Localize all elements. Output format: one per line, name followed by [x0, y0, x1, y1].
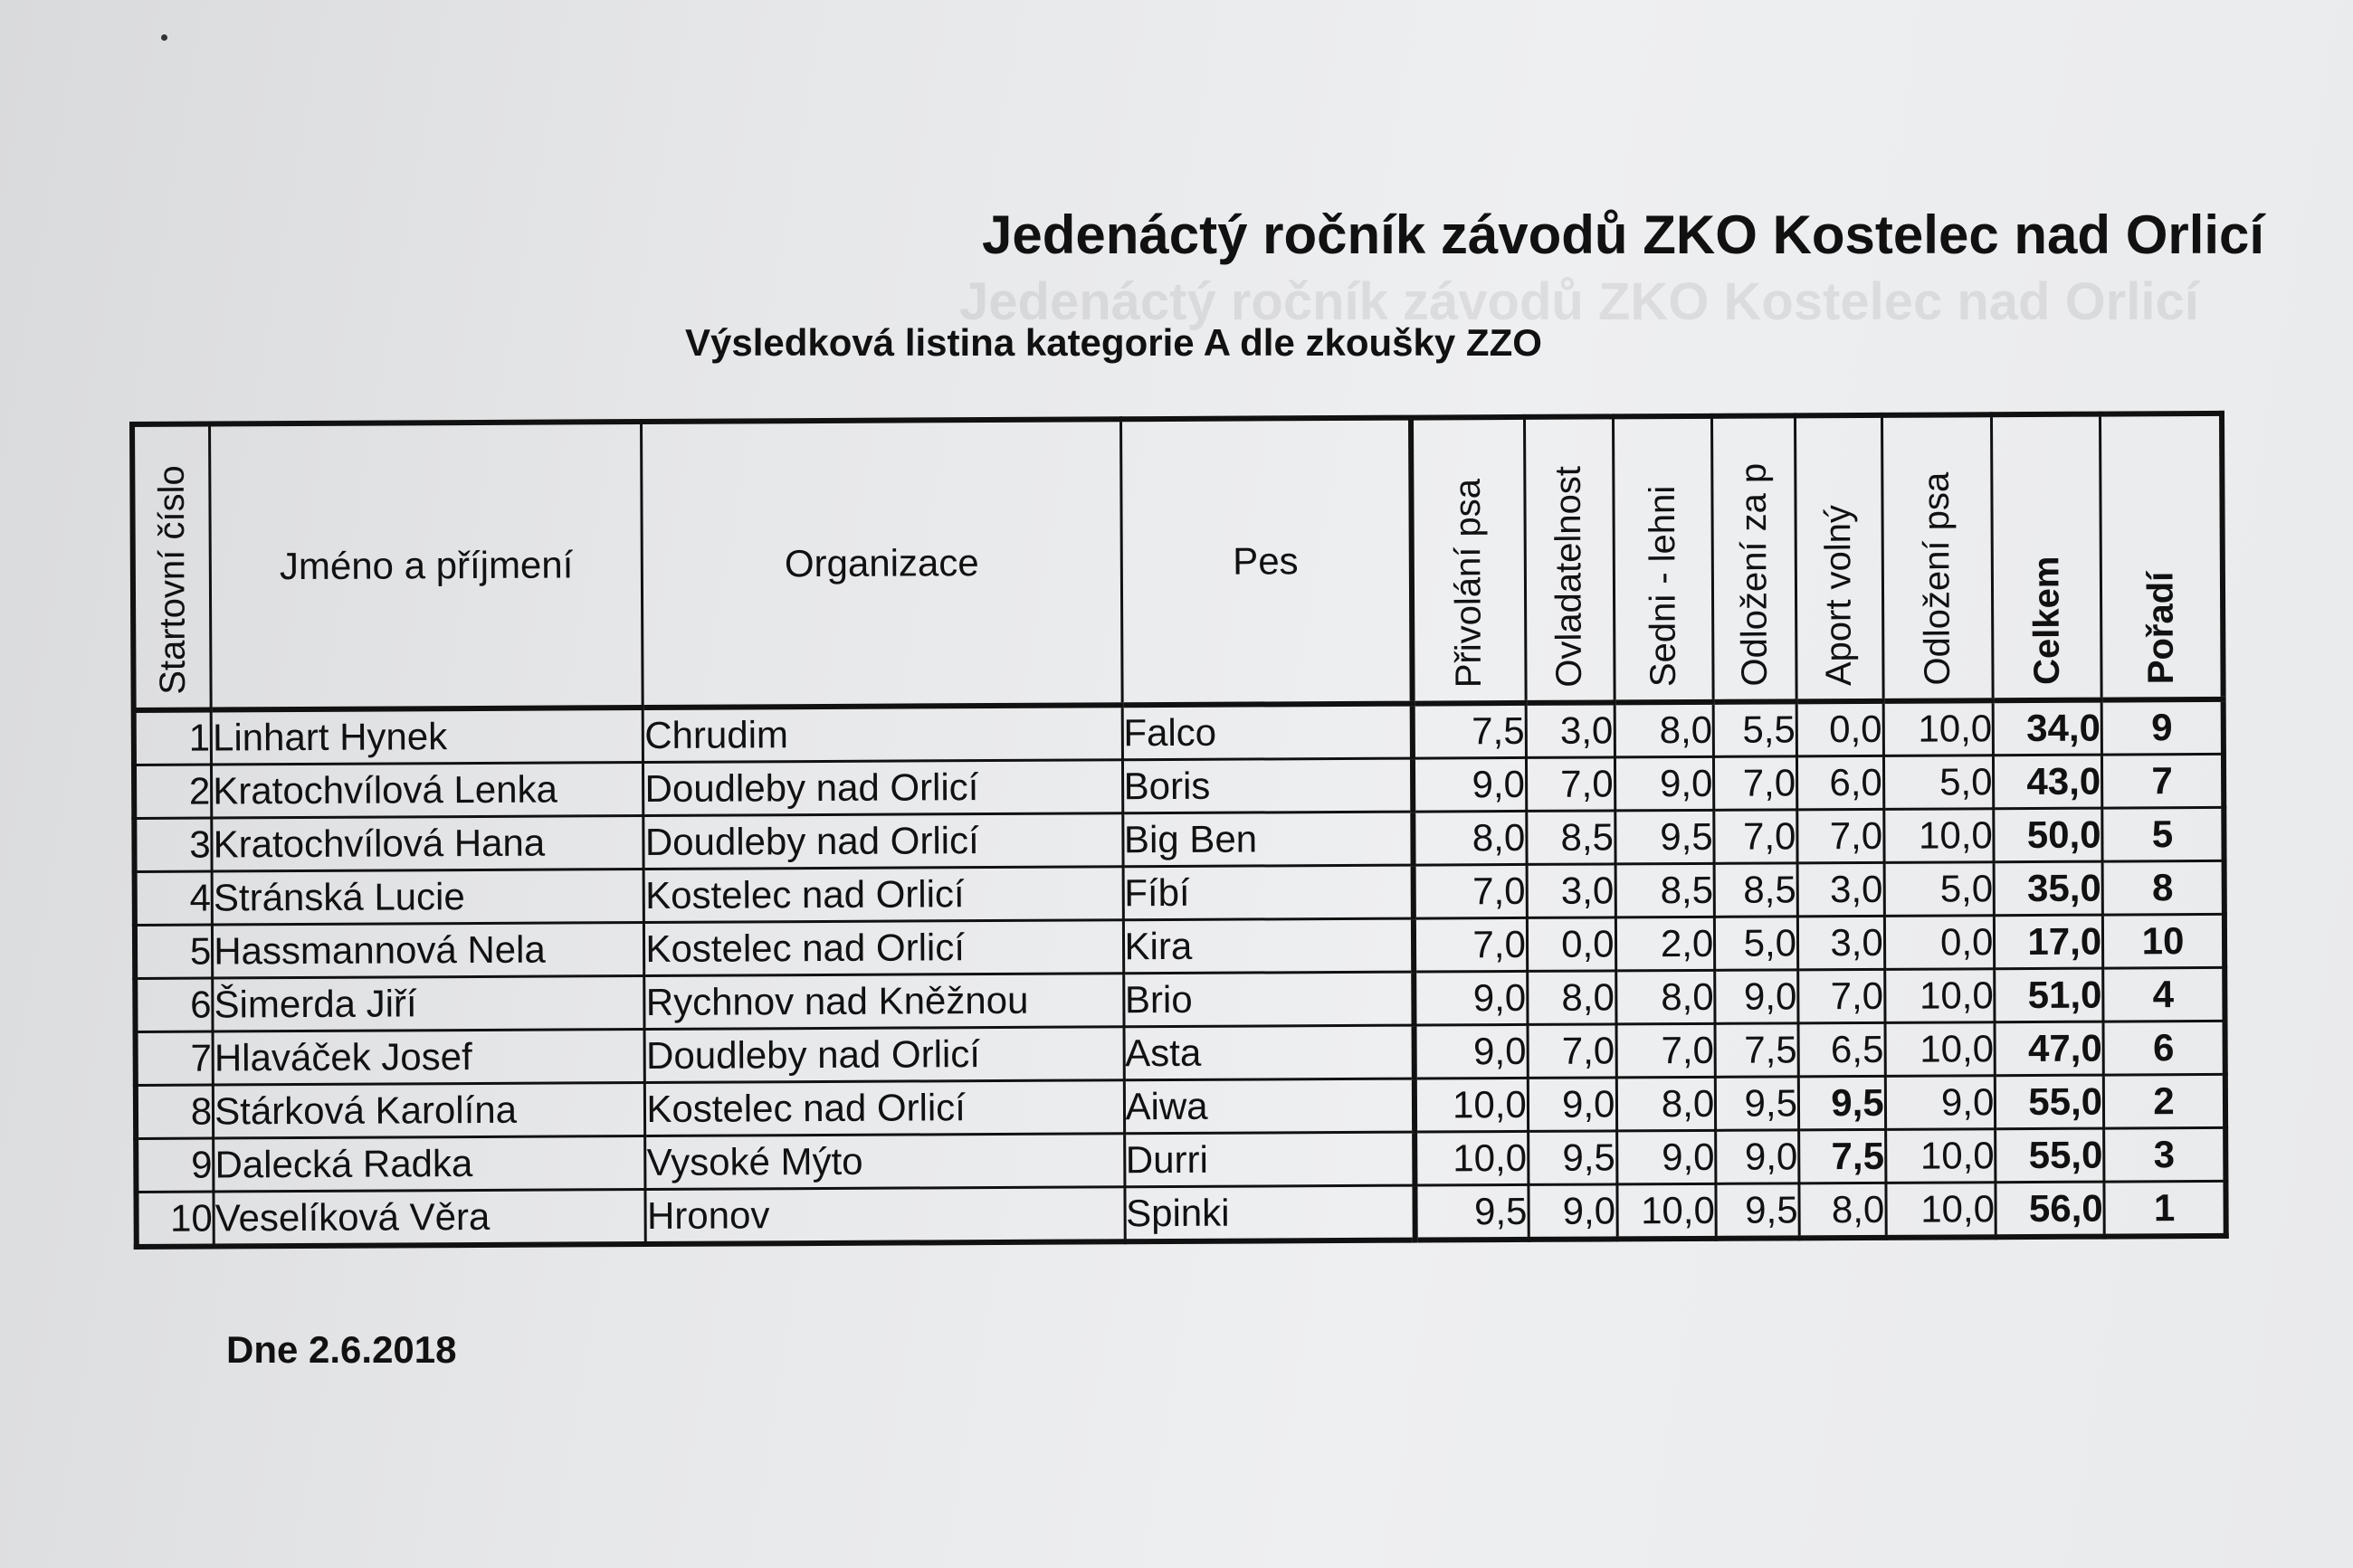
- header-start-number: Startovní číslo: [132, 424, 211, 710]
- organization: Chrudim: [643, 705, 1122, 762]
- start-number: 1: [134, 710, 212, 765]
- score-d3: 2,0: [1615, 917, 1715, 971]
- score-d2: 9,0: [1528, 1078, 1616, 1132]
- start-number: 6: [135, 978, 213, 1031]
- score-total: 47,0: [1995, 1022, 2103, 1076]
- rank: 1: [2104, 1181, 2226, 1236]
- organization: Doudleby nad Orlicí: [643, 760, 1122, 816]
- score-total: 56,0: [1996, 1182, 2104, 1237]
- header-name: Jméno a příjmení: [210, 422, 643, 709]
- score-d5: 9,5: [1798, 1076, 1885, 1130]
- score-d3: 8,5: [1615, 863, 1715, 917]
- start-number: 4: [135, 871, 213, 925]
- organization: Hronov: [645, 1187, 1124, 1244]
- score-total: 35,0: [1994, 861, 2102, 916]
- score-d6: 10,0: [1884, 969, 1995, 1023]
- score-d3: 8,0: [1615, 702, 1714, 757]
- document-title: Jedenáctý ročník závodů ZKO Kostelec nad Orlicí: [982, 204, 2265, 265]
- competitor-name: Šimerda Jiří: [213, 976, 645, 1031]
- start-number: 7: [136, 1031, 214, 1085]
- score-d5: 7,0: [1797, 809, 1884, 863]
- score-d5: 6,0: [1796, 755, 1883, 810]
- organization: Kostelec nad Orlicí: [644, 920, 1123, 976]
- ink-dot: [161, 34, 167, 41]
- competitor-name: Dalecká Radka: [214, 1136, 646, 1192]
- start-number: 10: [136, 1192, 214, 1247]
- score-d4: 7,5: [1715, 1023, 1798, 1077]
- score-d5: 3,0: [1797, 862, 1884, 917]
- score-d4: 9,0: [1715, 970, 1798, 1023]
- score-d2: 0,0: [1527, 917, 1615, 972]
- dog-name: Spinki: [1124, 1185, 1415, 1241]
- score-d4: 7,0: [1714, 810, 1797, 863]
- competitor-name: Hlaváček Josef: [213, 1030, 645, 1085]
- header-discipline-3: Sedni - lehni: [1613, 416, 1713, 703]
- start-number: 3: [134, 818, 212, 871]
- dog-name: Falco: [1122, 704, 1413, 760]
- organization: Rychnov nad Kněžnou: [644, 974, 1123, 1030]
- score-d1: 8,0: [1413, 811, 1527, 865]
- score-d5: 7,5: [1799, 1129, 1886, 1183]
- score-d1: 7,5: [1412, 703, 1526, 758]
- competitor-name: Hassmannová Nela: [213, 923, 645, 978]
- score-total: 17,0: [1995, 915, 2103, 969]
- start-number: 8: [136, 1085, 214, 1138]
- score-d1: 7,0: [1413, 864, 1527, 918]
- rank: 2: [2103, 1074, 2225, 1128]
- score-d6: 9,0: [1885, 1076, 1996, 1130]
- score-d2: 7,0: [1528, 1024, 1616, 1079]
- document-subtitle: Výsledková listina kategorie A dle zkoušky ZZO: [685, 321, 1542, 364]
- score-d1: 10,0: [1414, 1078, 1528, 1132]
- competitor-name: Veselíková Věra: [214, 1190, 646, 1247]
- dog-name: Fíbí: [1123, 865, 1414, 920]
- score-d3: 9,0: [1616, 1130, 1716, 1184]
- score-total: 43,0: [1994, 755, 2102, 809]
- score-d1: 9,0: [1414, 1024, 1528, 1079]
- score-d2: 9,5: [1528, 1131, 1616, 1185]
- start-number: 5: [135, 925, 213, 978]
- score-d4: 8,5: [1714, 863, 1797, 917]
- score-d5: 0,0: [1796, 701, 1883, 756]
- header-total: Celkem: [1992, 414, 2101, 701]
- dog-name: Boris: [1122, 758, 1413, 813]
- dog-name: Kira: [1123, 918, 1414, 974]
- document-date: Dne 2.6.2018: [226, 1328, 457, 1371]
- results-table: [129, 411, 2229, 1250]
- header-rank: Pořadí: [2101, 413, 2224, 700]
- score-d4: 5,0: [1715, 917, 1798, 970]
- score-total: 55,0: [1996, 1128, 2104, 1183]
- competitor-name: Linhart Hynek: [211, 708, 643, 765]
- bleed-through-title: Jedenáctý ročník závodů ZKO Kostelec nad Orlicí: [959, 272, 2199, 331]
- score-total: 51,0: [1995, 968, 2103, 1022]
- table-row: [136, 1181, 2225, 1247]
- score-d1: 10,0: [1415, 1131, 1529, 1185]
- header-discipline-2: Ovladatelnost: [1524, 416, 1614, 703]
- rank: 9: [2101, 699, 2224, 755]
- score-d6: 10,0: [1883, 809, 1994, 863]
- score-total: 55,0: [1996, 1075, 2104, 1129]
- start-number: 9: [136, 1138, 214, 1192]
- score-d1: 7,0: [1414, 917, 1528, 972]
- header-organization: Organizace: [642, 419, 1122, 708]
- score-d2: 9,0: [1529, 1184, 1617, 1240]
- score-d4: 5,5: [1713, 701, 1796, 756]
- dog-name: Asta: [1124, 1025, 1415, 1080]
- score-d6: 10,0: [1886, 1183, 1996, 1238]
- score-d6: 10,0: [1883, 700, 1994, 755]
- score-d3: 9,0: [1615, 756, 1714, 811]
- score-d3: 8,0: [1616, 1077, 1716, 1131]
- organization: Kostelec nad Orlicí: [644, 867, 1123, 923]
- competitor-name: Kratochvílová Lenka: [212, 763, 644, 818]
- score-d2: 3,0: [1527, 864, 1615, 918]
- rank: 4: [2103, 967, 2225, 1022]
- score-d4: 7,0: [1714, 756, 1797, 810]
- score-d4: 9,5: [1716, 1077, 1799, 1130]
- score-d5: 3,0: [1797, 916, 1884, 970]
- rank: 6: [2103, 1021, 2225, 1075]
- score-d2: 7,0: [1526, 757, 1615, 812]
- dog-name: Brio: [1123, 972, 1414, 1027]
- competitor-name: Stárková Karolína: [214, 1083, 646, 1138]
- dog-name: Durri: [1124, 1132, 1415, 1187]
- header-discipline-1: Přivolání psa: [1411, 417, 1526, 704]
- score-d2: 8,5: [1527, 811, 1615, 865]
- score-d1: 9,0: [1413, 757, 1527, 812]
- score-d3: 10,0: [1616, 1183, 1716, 1239]
- score-d6: 5,0: [1884, 862, 1995, 917]
- start-number: 2: [134, 765, 212, 818]
- header-discipline-6: Odložení psa: [1881, 414, 1993, 701]
- score-d2: 8,0: [1528, 971, 1616, 1025]
- score-d3: 8,0: [1615, 970, 1715, 1024]
- score-d4: 9,5: [1716, 1183, 1799, 1239]
- competitor-name: Stránská Lucie: [212, 870, 644, 925]
- rank: 8: [2102, 860, 2224, 915]
- score-d6: 0,0: [1884, 916, 1995, 970]
- score-d3: 9,5: [1615, 810, 1714, 864]
- header-dog: Pes: [1120, 418, 1412, 706]
- score-d3: 7,0: [1616, 1023, 1716, 1078]
- dog-name: Big Ben: [1122, 812, 1413, 867]
- score-d5: 6,5: [1798, 1022, 1885, 1077]
- organization: Vysoké Mýto: [645, 1134, 1124, 1190]
- score-d4: 9,0: [1716, 1130, 1799, 1183]
- organization: Doudleby nad Orlicí: [644, 1027, 1123, 1083]
- table-header: [132, 413, 2224, 710]
- dog-name: Aiwa: [1124, 1079, 1415, 1134]
- rank: 5: [2102, 807, 2224, 861]
- table-body: [134, 699, 2226, 1247]
- score-d6: 10,0: [1885, 1129, 1996, 1183]
- competitor-name: Kratochvílová Hana: [212, 816, 644, 871]
- score-d6: 10,0: [1885, 1022, 1996, 1077]
- score-total: 50,0: [1994, 808, 2102, 862]
- rank: 7: [2102, 754, 2224, 808]
- score-d2: 3,0: [1526, 702, 1615, 757]
- rank: 10: [2102, 914, 2224, 968]
- header-discipline-5: Aport volný: [1796, 415, 1883, 701]
- score-total: 34,0: [1994, 700, 2102, 755]
- rank: 3: [2104, 1127, 2226, 1182]
- score-d5: 7,0: [1798, 969, 1885, 1023]
- score-d1: 9,5: [1415, 1184, 1529, 1240]
- score-d1: 9,0: [1414, 971, 1528, 1025]
- organization: Kostelec nad Orlicí: [645, 1080, 1124, 1136]
- organization: Doudleby nad Orlicí: [643, 813, 1122, 870]
- score-d5: 8,0: [1799, 1183, 1886, 1238]
- header-discipline-4: Odložení za p: [1712, 415, 1796, 701]
- score-d6: 5,0: [1883, 755, 1994, 810]
